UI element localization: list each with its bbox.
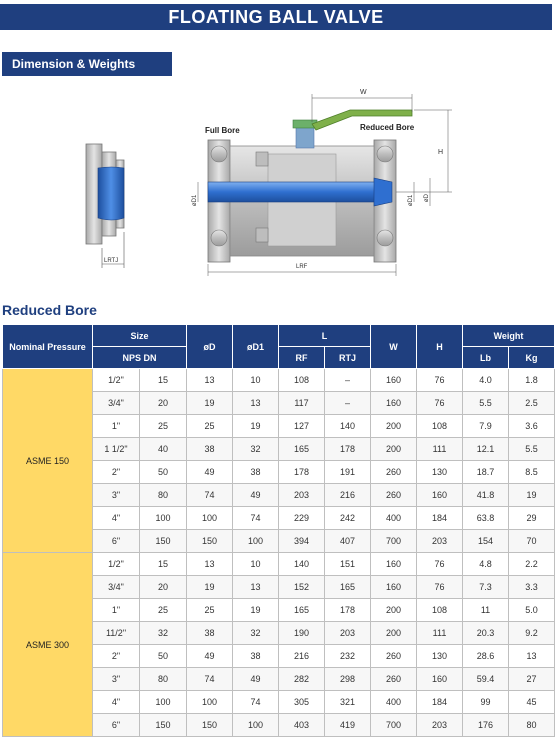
cell-d: 74 (187, 668, 233, 691)
cell-kg: 45 (509, 691, 555, 714)
header-nominal-pressure: Nominal Pressure (3, 325, 93, 369)
cell-lb: 11 (463, 599, 509, 622)
cell-h: 130 (417, 461, 463, 484)
cell-kg: 80 (509, 714, 555, 737)
header-rf: RF (279, 347, 325, 369)
header-lb: Lb (463, 347, 509, 369)
cell-rtj: 298 (325, 668, 371, 691)
cell-rtj: 242 (325, 507, 371, 530)
cell-rf: 117 (279, 392, 325, 415)
cell-lb: 63.8 (463, 507, 509, 530)
cell-rf: 229 (279, 507, 325, 530)
cell-w: 700 (371, 714, 417, 737)
cell-w: 700 (371, 530, 417, 553)
cell-dn: 100 (140, 691, 187, 714)
cell-h: 76 (417, 576, 463, 599)
cell-h: 130 (417, 645, 463, 668)
cell-h: 203 (417, 714, 463, 737)
cell-rf: 282 (279, 668, 325, 691)
cell-w: 160 (371, 392, 417, 415)
cell-d: 100 (187, 691, 233, 714)
cell-nps: 3" (93, 668, 140, 691)
label-d1-right: øD1 (408, 194, 414, 206)
cell-h: 160 (417, 484, 463, 507)
cell-rf: 152 (279, 576, 325, 599)
cell-rf: 178 (279, 461, 325, 484)
header-dn: DN (143, 352, 157, 363)
header-size: Size (93, 325, 187, 347)
cell-kg: 27 (509, 668, 555, 691)
cell-nps: 11/2" (93, 622, 140, 645)
cell-d1: 74 (233, 691, 279, 714)
cell-rf: 216 (279, 645, 325, 668)
cell-kg: 2.2 (509, 553, 555, 576)
cell-rtj: 178 (325, 599, 371, 622)
cell-d: 25 (187, 415, 233, 438)
cell-rf: 403 (279, 714, 325, 737)
cell-rtj: 203 (325, 622, 371, 645)
cell-kg: 3.6 (509, 415, 555, 438)
cell-nps: 4" (93, 691, 140, 714)
label-h: H (438, 149, 444, 156)
cell-lb: 18.7 (463, 461, 509, 484)
label-lrf: LRF (296, 264, 308, 270)
cell-kg: 2.5 (509, 392, 555, 415)
cell-lb: 99 (463, 691, 509, 714)
cell-w: 160 (371, 553, 417, 576)
cell-d: 19 (187, 576, 233, 599)
pressure-class-cell: ASME 300 (3, 553, 93, 737)
page-title: FLOATING BALL VALVE (0, 4, 552, 30)
cell-d1: 19 (233, 415, 279, 438)
cell-d: 74 (187, 484, 233, 507)
cell-dn: 40 (140, 438, 187, 461)
header-h: H (417, 325, 463, 369)
cell-d1: 100 (233, 530, 279, 553)
cell-rf: 165 (279, 438, 325, 461)
cell-h: 76 (417, 369, 463, 392)
pressure-class-cell: ASME 150 (3, 369, 93, 553)
cell-w: 200 (371, 599, 417, 622)
cell-lb: 41.8 (463, 484, 509, 507)
cell-w: 200 (371, 622, 417, 645)
cell-kg: 3.3 (509, 576, 555, 599)
cell-rtj: 419 (325, 714, 371, 737)
cell-kg: 5.0 (509, 599, 555, 622)
cell-lb: 12.1 (463, 438, 509, 461)
header-nps-dn (93, 347, 187, 369)
cell-d: 38 (187, 622, 233, 645)
cell-nps: 1/2" (93, 369, 140, 392)
cell-h: 108 (417, 415, 463, 438)
cell-rf: 127 (279, 415, 325, 438)
cell-d1: 10 (233, 369, 279, 392)
cell-kg: 19 (509, 484, 555, 507)
cell-d1: 49 (233, 668, 279, 691)
cell-w: 200 (371, 415, 417, 438)
cell-kg: 13 (509, 645, 555, 668)
cell-d: 49 (187, 461, 233, 484)
cell-nps: 4" (93, 507, 140, 530)
cell-h: 160 (417, 668, 463, 691)
cell-nps: 1" (93, 415, 140, 438)
cell-rf: 108 (279, 369, 325, 392)
cell-dn: 15 (140, 553, 187, 576)
cell-w: 160 (371, 576, 417, 599)
cell-h: 108 (417, 599, 463, 622)
cell-rtj: 165 (325, 576, 371, 599)
cell-rf: 140 (279, 553, 325, 576)
side-view-flange (86, 144, 124, 268)
header-d1: øD1 (233, 325, 279, 369)
table-body (3, 369, 555, 737)
cell-d: 150 (187, 714, 233, 737)
cell-dn: 25 (140, 599, 187, 622)
cell-h: 76 (417, 392, 463, 415)
cell-nps: 1/2" (93, 553, 140, 576)
cell-dn: 150 (140, 714, 187, 737)
label-d: øD (424, 194, 430, 202)
cell-nps: 2" (93, 461, 140, 484)
cell-h: 184 (417, 507, 463, 530)
cell-rf: 190 (279, 622, 325, 645)
cell-lb: 7.3 (463, 576, 509, 599)
cell-w: 260 (371, 668, 417, 691)
cell-kg: 1.8 (509, 369, 555, 392)
cell-d1: 10 (233, 553, 279, 576)
cell-dn: 25 (140, 415, 187, 438)
cell-d1: 13 (233, 392, 279, 415)
cell-w: 160 (371, 369, 417, 392)
cell-h: 76 (417, 553, 463, 576)
dimensions-table (2, 324, 555, 737)
cell-rf: 305 (279, 691, 325, 714)
cell-d: 150 (187, 530, 233, 553)
cell-d: 38 (187, 438, 233, 461)
cell-rtj: 321 (325, 691, 371, 714)
cell-lb: 5.5 (463, 392, 509, 415)
cell-lb: 28.6 (463, 645, 509, 668)
cell-nps: 1" (93, 599, 140, 622)
cell-rtj: 178 (325, 438, 371, 461)
cell-dn: 15 (140, 369, 187, 392)
cell-d: 100 (187, 507, 233, 530)
cell-w: 260 (371, 484, 417, 507)
cell-kg: 9.2 (509, 622, 555, 645)
cell-nps: 6" (93, 530, 140, 553)
cell-d1: 74 (233, 507, 279, 530)
cell-lb: 4.8 (463, 553, 509, 576)
header-nps: NPS (122, 352, 141, 363)
cell-dn: 50 (140, 645, 187, 668)
cell-dn: 80 (140, 668, 187, 691)
cell-d: 25 (187, 599, 233, 622)
cell-lb: 59.4 (463, 668, 509, 691)
section-tab-dimension-weights: Dimension & Weights (2, 52, 172, 76)
cell-rf: 165 (279, 599, 325, 622)
cell-rtj: 407 (325, 530, 371, 553)
cell-d: 19 (187, 392, 233, 415)
cell-kg: 5.5 (509, 438, 555, 461)
cell-d1: 38 (233, 461, 279, 484)
cell-dn: 20 (140, 576, 187, 599)
valve-drawing (0, 82, 557, 292)
cell-w: 260 (371, 645, 417, 668)
cell-nps: 3/4" (93, 576, 140, 599)
cell-lb: 176 (463, 714, 509, 737)
cell-lb: 7.9 (463, 415, 509, 438)
cell-d1: 38 (233, 645, 279, 668)
header-weight: Weight (463, 325, 555, 347)
cell-rtj: 216 (325, 484, 371, 507)
cell-rtj: – (325, 369, 371, 392)
label-w: W (360, 89, 367, 96)
reduced-bore-heading: Reduced Bore (2, 302, 97, 318)
cell-rf: 203 (279, 484, 325, 507)
cell-kg: 70 (509, 530, 555, 553)
table-row (3, 553, 555, 576)
cell-rtj: 191 (325, 461, 371, 484)
cell-nps: 6" (93, 714, 140, 737)
header-w: W (371, 325, 417, 369)
label-lrtj: LRTJ (104, 258, 119, 264)
cell-kg: 29 (509, 507, 555, 530)
cell-w: 400 (371, 691, 417, 714)
cell-d1: 32 (233, 438, 279, 461)
cell-kg: 8.5 (509, 461, 555, 484)
cell-lb: 20.3 (463, 622, 509, 645)
label-full-bore: Full Bore (205, 126, 240, 135)
header-rtj: RTJ (325, 347, 371, 369)
cell-d1: 100 (233, 714, 279, 737)
cell-d1: 13 (233, 576, 279, 599)
cell-nps: 3" (93, 484, 140, 507)
cell-dn: 20 (140, 392, 187, 415)
label-reduced-bore: Reduced Bore (360, 123, 415, 132)
cell-lb: 4.0 (463, 369, 509, 392)
cell-lb: 154 (463, 530, 509, 553)
cell-d1: 19 (233, 599, 279, 622)
cell-rtj: – (325, 392, 371, 415)
cell-nps: 3/4" (93, 392, 140, 415)
cell-d: 13 (187, 369, 233, 392)
cell-rtj: 232 (325, 645, 371, 668)
cell-rf: 394 (279, 530, 325, 553)
cell-d1: 32 (233, 622, 279, 645)
cell-dn: 80 (140, 484, 187, 507)
label-d1-left: øD1 (192, 194, 198, 206)
cell-w: 260 (371, 461, 417, 484)
cell-d: 49 (187, 645, 233, 668)
cell-h: 111 (417, 438, 463, 461)
cell-nps: 1 1/2" (93, 438, 140, 461)
cell-dn: 32 (140, 622, 187, 645)
cell-dn: 100 (140, 507, 187, 530)
header-l: L (279, 325, 371, 347)
header-d: øD (187, 325, 233, 369)
cell-dn: 150 (140, 530, 187, 553)
cell-w: 400 (371, 507, 417, 530)
cell-d: 13 (187, 553, 233, 576)
cell-h: 203 (417, 530, 463, 553)
cell-nps: 2" (93, 645, 140, 668)
header-kg: Kg (509, 347, 555, 369)
cell-w: 200 (371, 438, 417, 461)
cell-d1: 49 (233, 484, 279, 507)
table-row (3, 369, 555, 392)
cell-h: 184 (417, 691, 463, 714)
cell-h: 111 (417, 622, 463, 645)
cell-rtj: 151 (325, 553, 371, 576)
cell-rtj: 140 (325, 415, 371, 438)
cell-dn: 50 (140, 461, 187, 484)
